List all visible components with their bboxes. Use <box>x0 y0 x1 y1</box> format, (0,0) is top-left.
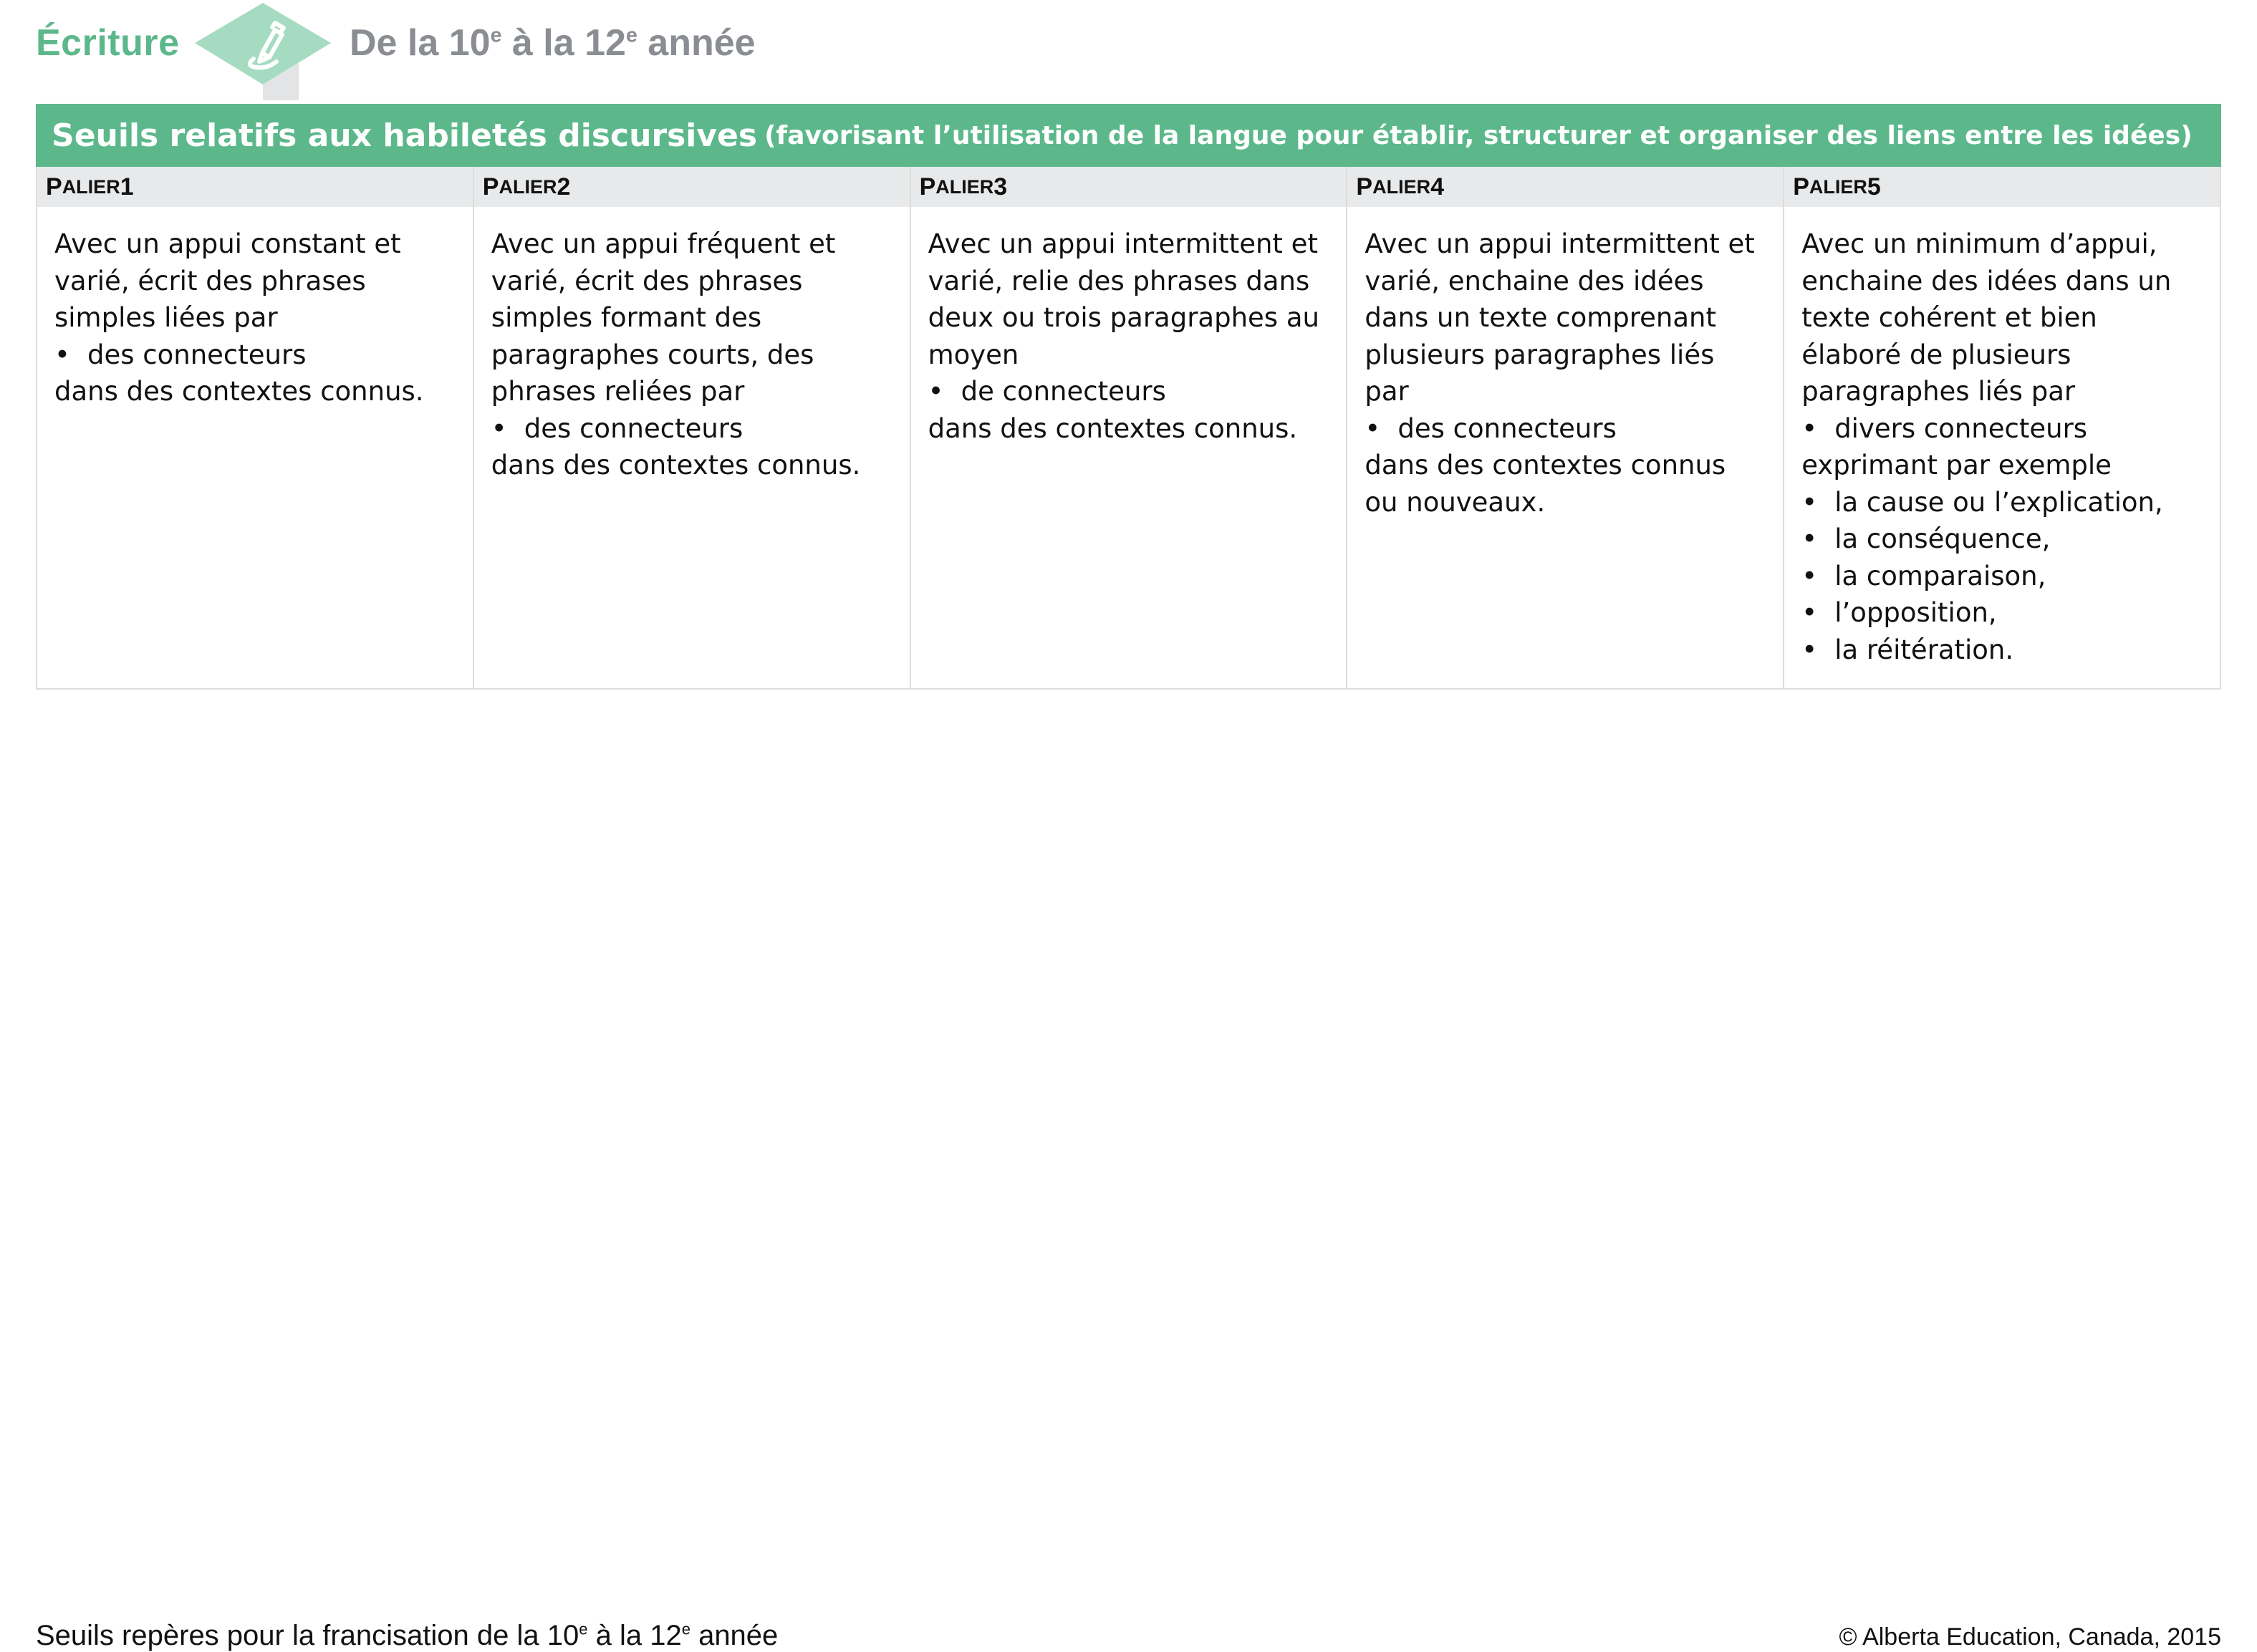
section-title: Écriture <box>36 22 180 64</box>
grade-text-2: à la 12 <box>501 22 626 64</box>
column-header-palier-3 <box>911 167 1348 207</box>
head-first: P <box>1356 173 1373 201</box>
head-rest: ALIER <box>935 175 994 198</box>
grade-range-title <box>350 21 756 64</box>
head-first: P <box>919 173 936 201</box>
cell-intro: Avec un minimum d’appui, enchaine des idées dans un texte cohérent et bien élaboré de plusieurs paragraphes liés par <box>1801 228 2172 407</box>
cell-bullets-examples <box>1801 484 2203 669</box>
table-cell-palier-1 <box>37 207 474 690</box>
head-num: 2 <box>557 173 571 201</box>
cell-bullets <box>491 410 892 448</box>
cell-bullets <box>1365 410 1766 448</box>
column-header-palier-5 <box>1784 167 2221 207</box>
cell-intro: Avec un appui fréquent et varié, écrit des phrases simples formant des paragraphes courts, des phrases reliées par <box>491 228 836 407</box>
cell-bullets <box>1801 410 2203 448</box>
footer-document-title <box>36 1620 778 1652</box>
list-item: • la cause ou l’explication, <box>1801 484 2203 521</box>
head-num: 4 <box>1430 173 1444 201</box>
list-item: • des connecteurs <box>491 410 892 448</box>
list-item: • divers connecteurs <box>1801 410 2203 448</box>
table-cell-palier-3 <box>911 207 1348 690</box>
list-item: • la comparaison, <box>1801 558 2203 595</box>
footer-copyright: © Alberta Education, Canada, 2015 <box>1839 1623 2221 1651</box>
grade-text-3: année <box>637 22 756 64</box>
list-item: • de connecteurs <box>928 373 1329 410</box>
table-grid <box>36 167 2221 690</box>
cell-outro: exprimant par exemple <box>1801 450 2112 480</box>
cell-intro: Avec un appui constant et varié, écrit des phrases simples liées par <box>54 228 401 333</box>
head-num: 1 <box>120 173 134 201</box>
head-first: P <box>482 173 499 201</box>
cell-bullets <box>928 373 1329 410</box>
cell-outro: dans des contextes connus ou nouveaux. <box>1365 450 1726 518</box>
table-cell-palier-4 <box>1347 207 1784 690</box>
cell-outro: dans des contextes connus. <box>491 450 861 480</box>
cell-intro: Avec un appui intermittent et varié, relie des phrases dans deux ou trois paragraphes au moyen <box>928 228 1319 370</box>
thresholds-table <box>36 104 2221 690</box>
column-header-palier-4 <box>1347 167 1784 207</box>
list-item: • l’opposition, <box>1801 594 2203 632</box>
head-num: 5 <box>1867 173 1881 201</box>
footer-sup-2: e <box>681 1620 690 1638</box>
list-item: • la réitération. <box>1801 632 2203 669</box>
table-cell-palier-2 <box>474 207 911 690</box>
footer-text-3: année <box>690 1620 779 1651</box>
footer-sup-1: e <box>579 1620 588 1638</box>
cell-outro: dans des contextes connus. <box>54 376 424 407</box>
banner-title: Seuils relatifs aux habiletés discursives <box>52 117 758 154</box>
head-rest: ALIER <box>1809 175 1867 198</box>
cell-intro: Avec un appui intermittent et varié, enchaine des idées dans un texte comprenant plusieurs paragraphes liés par <box>1365 228 1755 407</box>
banner-subtitle: (favorisant l’utilisation de la langue pour établir, structurer et organiser des liens entre les idées) <box>764 120 2193 150</box>
cell-bullets <box>54 337 456 374</box>
head-rest: ALIER <box>62 175 120 198</box>
head-rest: ALIER <box>499 175 557 198</box>
head-first: P <box>1793 173 1809 201</box>
grade-text-1: De la 10 <box>350 22 491 64</box>
grade-sup-1: e <box>490 24 502 47</box>
list-item: • des connecteurs <box>54 337 456 374</box>
grade-sup-2: e <box>625 24 637 47</box>
cell-outro: dans des contextes connus. <box>928 412 1298 444</box>
list-item: • des connecteurs <box>1365 410 1766 448</box>
page-header <box>0 0 2257 100</box>
table-cell-palier-5 <box>1784 207 2221 690</box>
footer-text-1: Seuils repères pour la francisation de la 10 <box>36 1620 579 1651</box>
column-header-palier-2 <box>474 167 911 207</box>
list-item: • la conséquence, <box>1801 521 2203 558</box>
head-first: P <box>46 173 62 201</box>
footer-text-2: à la 12 <box>587 1620 682 1651</box>
pencil-writing-icon <box>188 0 338 100</box>
column-header-palier-1 <box>37 167 474 207</box>
head-num: 3 <box>993 173 1008 201</box>
table-banner <box>36 104 2221 167</box>
head-rest: ALIER <box>1372 175 1431 198</box>
